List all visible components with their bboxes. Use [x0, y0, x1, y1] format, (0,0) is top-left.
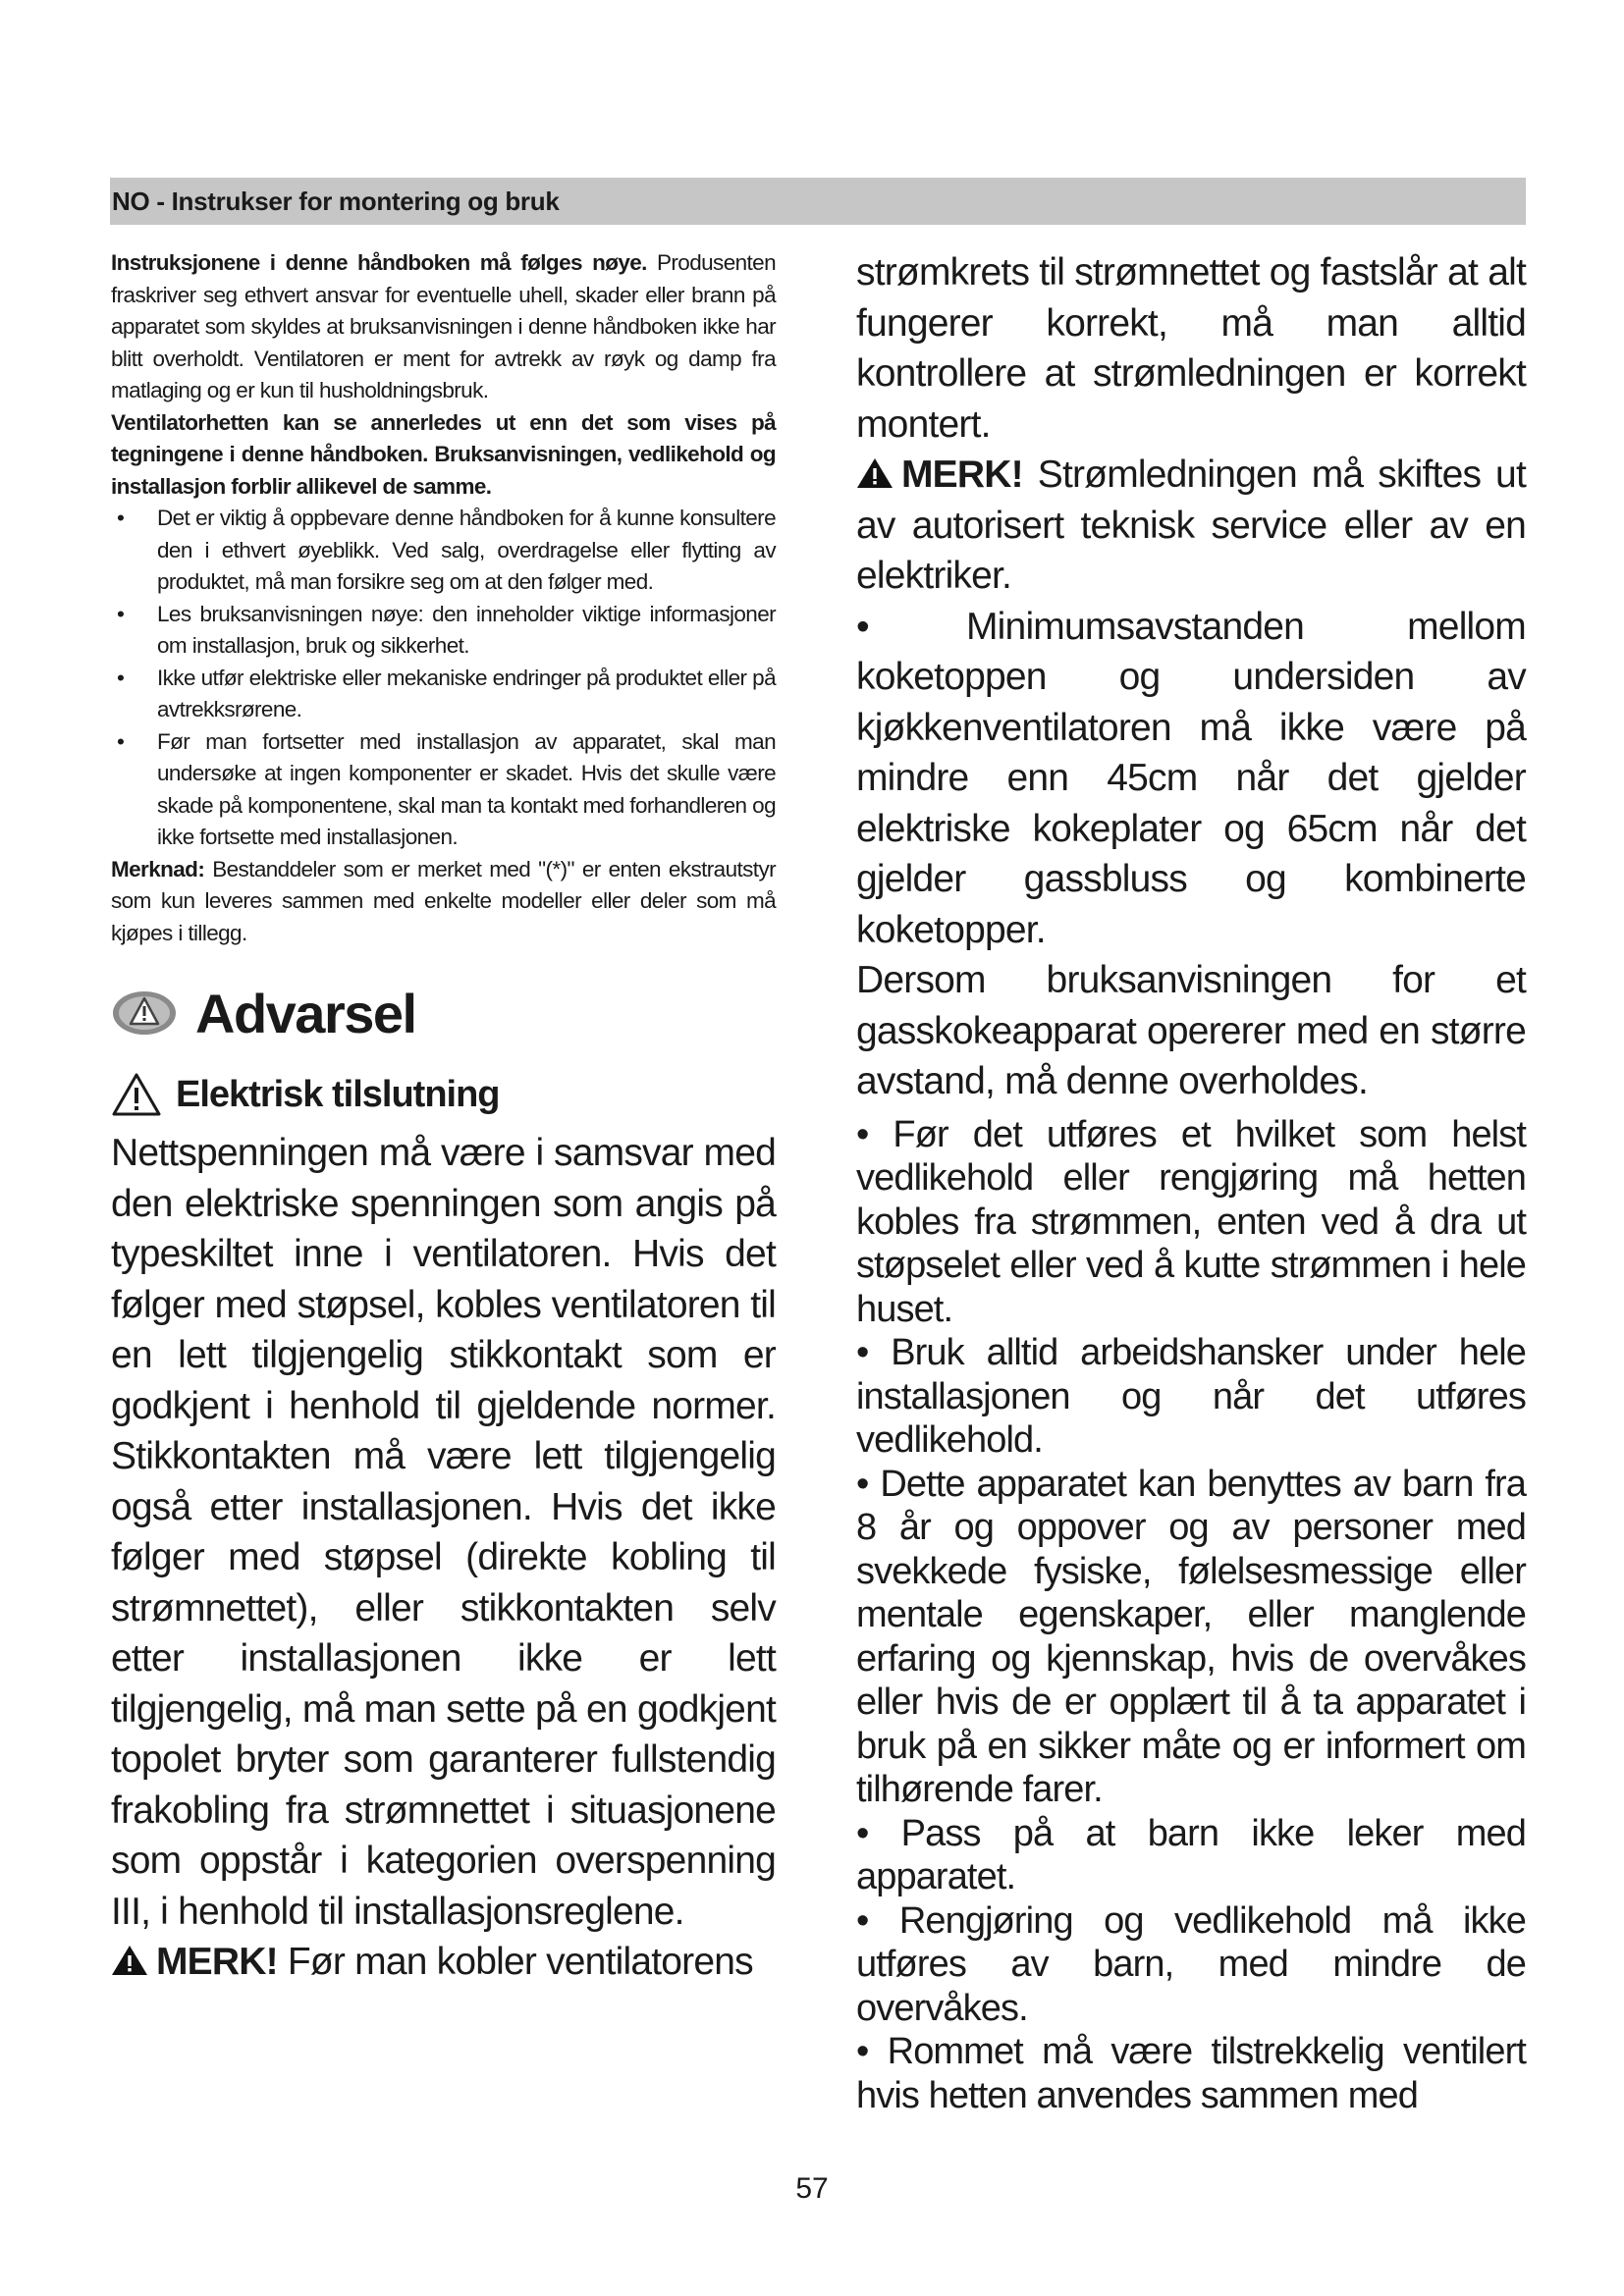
- bullet-icon: •: [117, 665, 125, 690]
- bullet-icon: •: [117, 506, 125, 530]
- list-item: [856, 2030, 1526, 2117]
- electrical-paragraph: Nettspenningen må være i samsvar med den elektriske spenningen som angis på typeskiltet inne i ventilatoren. Hvis det følger med støpsel, kobles ventilatoren til en lett tilgjengelig stikkontakt som er godkjent i henhold til gjeldende normer. Stikkontakten må være lett tilgjengelig også etter installasjonen. Hvis det ikke følger med støpsel (direkte kobling til strømnettet), eller stikkontakten selv etter installasjonen ikke er lett tilgjengelig, må man sette på en godkjent topolet bryter som garanterer fullstendig frakobling fra strømnettet i situasjonene som oppstår i kategorien overspenning III, i henhold til installasjonsreglene.: [111, 1132, 776, 1933]
- list-item: [856, 1899, 1526, 2031]
- note-paragraph: [111, 854, 776, 950]
- list-item-text: Det er viktig å oppbevare denne håndboken for å kunne konsultere den i ethvert øyeblikk. Ved salg, overdragelse eller flytting av produktet, må man forsikre seg om at den følger med.: [157, 506, 776, 594]
- right-paragraph-4: Dersom bruksanvisningen for et gasskokeapparat opererer med en større avstand, må denne overholdes.: [856, 959, 1526, 1102]
- right-upper-block: [856, 247, 1526, 1107]
- list-item-text: Ikke utfør elektriske eller mekaniske endringer på produktet eller på avtrekksrørene.: [157, 665, 776, 721]
- list-item: [856, 1812, 1526, 1899]
- right-column: [856, 247, 1526, 2117]
- list-item: [111, 503, 776, 599]
- bullet-icon: •: [856, 1812, 869, 1854]
- intro-bold-2: Ventilatorhetten kan se annerledes ut enn det som vises på tegningene i denne håndboken. Bruksanvisningen, vedlikehold og installasjon forblir allikevel de samme.: [111, 409, 776, 499]
- merk-label: MERK!: [901, 454, 1023, 496]
- page-number: 57: [795, 2172, 829, 2205]
- merk-text: Strømledningen må skiftes ut av autorisert teknisk service eller av en elektriker.: [856, 454, 1526, 597]
- bullet-icon: •: [117, 601, 125, 626]
- intro-block: [111, 247, 776, 949]
- warning-filled-icon: [856, 457, 893, 489]
- right-bullet-block: [856, 1113, 1526, 2118]
- list-item: [856, 1463, 1526, 1812]
- bullet-icon: •: [856, 1463, 869, 1505]
- list-item-text: Les bruksanvisningen nøye: den inneholder viktige informasjoner om installasjon, bruk og sikkerhet.: [157, 601, 776, 658]
- bullet-icon: •: [856, 1332, 869, 1373]
- list-item-text: Rengjøring og vedlikehold må ikke utføres av barn, med mindre de overvåkes.: [856, 1899, 1526, 2029]
- warning-filled-icon: [111, 1945, 148, 1976]
- list-item: [111, 726, 776, 854]
- list-item-text: Før det utføres et hvilket som helst vedlikehold eller rengjøring må hetten kobles fra strømmen, enten ved å dra ut støpselet eller ved å kutte strømmen i hele huset.: [856, 1113, 1526, 1330]
- bullet-icon: •: [117, 728, 125, 754]
- warning-title: Advarsel: [195, 982, 416, 1044]
- electrical-heading: [111, 1067, 776, 1122]
- merk-label: MERK!: [156, 1941, 278, 1983]
- note-label: Merknad:: [111, 856, 205, 881]
- warning-badge-icon: [111, 989, 178, 1037]
- right-merk-paragraph: [856, 450, 1526, 602]
- electrical-body: [111, 1128, 776, 1988]
- list-item-text: Før man fortsetter med installasjon av apparatet, skal man undersøke at ingen komponenter er skadet. Hvis det skulle være skade på komponentene, skal man ta kontakt med forhandleren og ikke fortsette med installasjonen.: [157, 728, 776, 849]
- list-item: [111, 663, 776, 726]
- list-item-text: Rommet må være tilstrekkelig ventilert hvis hetten anvendes sammen med: [856, 2031, 1526, 2116]
- warning-heading: [111, 979, 776, 1047]
- list-item: [856, 1331, 1526, 1463]
- note-text: Bestanddeler som er merket med "(*)" er enten ekstrautstyr som kun leveres sammen med enkelte modeller eller deler som må kjøpes i tillegg.: [111, 856, 776, 945]
- list-item-text: Bruk alltid arbeidshansker under hele installasjonen og når det utføres vedlikehold.: [856, 1332, 1526, 1461]
- warning-triangle-icon: [111, 1072, 162, 1117]
- bullet-icon: •: [856, 1899, 869, 1942]
- bullet-icon: •: [856, 1113, 869, 1155]
- intro-text-1: Produsenten fraskriver seg ethvert ansvar for eventuelle uhell, skader eller brann på apparatet som skyldes at bruksanvisningen i denne håndboken ikke har blitt overholdt. Ventilatoren er ment for avtrekk av røyk og damp fra matlaging og er kun til husholdningsbruk.: [111, 250, 776, 402]
- distance-text: Minimumsavstanden mellom koketoppen og undersiden av kjøkkenventilatoren må ikke være på mindre enn 45cm når det gjelder elektriske kokeplater og 65cm når det gjelder gassbluss og kombinerte koketopper.: [856, 605, 1526, 951]
- intro-bold-1: Instruksjonene i denne håndboken må følges nøye.: [111, 250, 647, 275]
- bullet-icon: •: [856, 605, 869, 648]
- bullet-icon: •: [856, 2031, 869, 2072]
- list-item-text: Pass på at barn ikke leker med apparatet.: [856, 1812, 1526, 1897]
- left-merk-line: [111, 1937, 776, 1988]
- right-paragraph-3: [856, 602, 1526, 956]
- section-header-bar: [110, 178, 1526, 225]
- section-title: NO - Instrukser for montering og bruk: [112, 187, 560, 216]
- left-column: [111, 247, 776, 1988]
- right-paragraph-1: strømkrets til strømnettet og fastslår at alt fungerer korrekt, må man alltid kontrollere at strømledningen er korrekt montert.: [856, 251, 1526, 446]
- electrical-subtitle: Elektrisk tilslutning: [176, 1073, 500, 1115]
- list-item-text: Dette apparatet kan benyttes av barn fra 8 år og oppover og av personer med svekkede fysiske, følelsesmessige eller mentale egenskaper, eller manglende erfaring og kjennskap, hvis de overvåkes eller hvis de er opplært til å ta apparatet i bruk på en sikker måte og er informert om tilhørende farer.: [856, 1463, 1526, 1810]
- merk-text: Før man kobler ventilatorens: [277, 1941, 753, 1983]
- list-item: [856, 1113, 1526, 1332]
- list-item: [111, 599, 776, 663]
- intro-bullet-list: [111, 503, 776, 854]
